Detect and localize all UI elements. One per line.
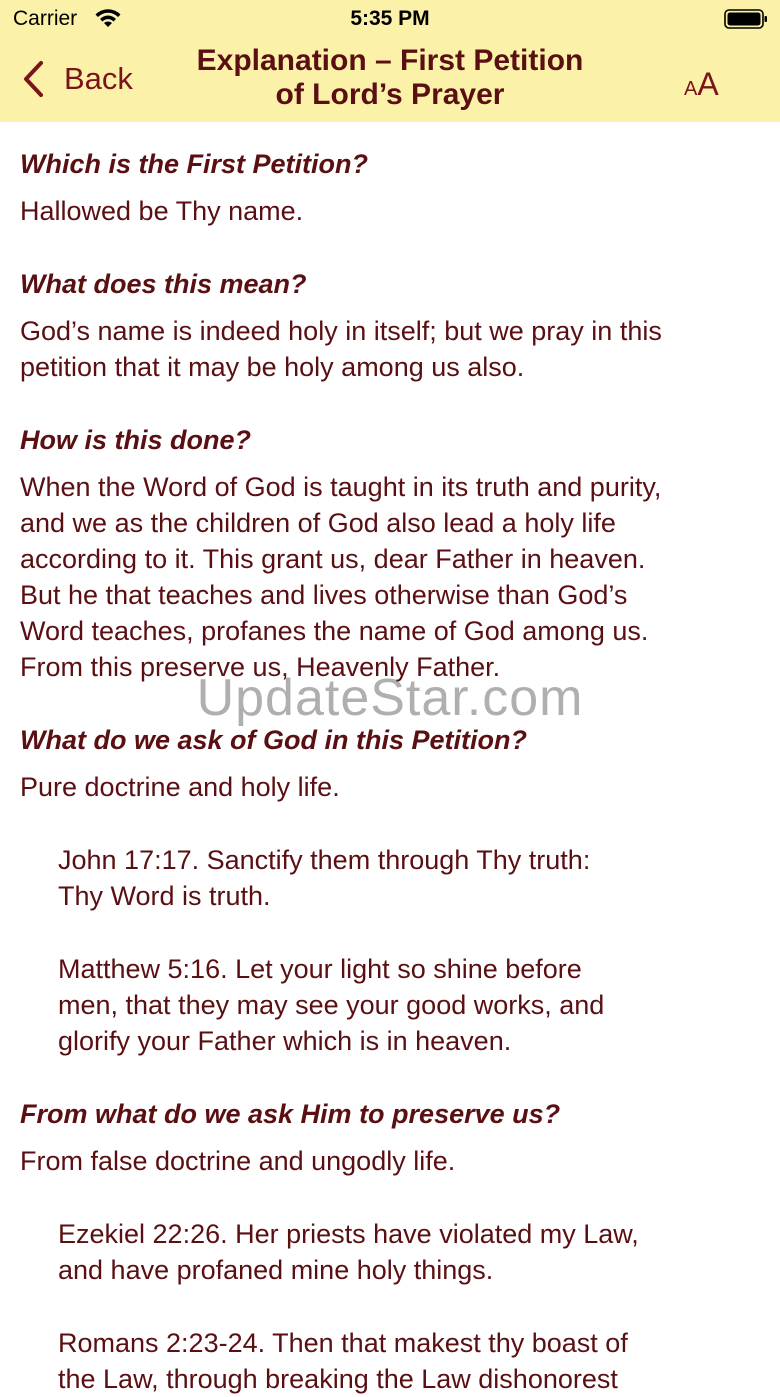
- question-1: Which is the First Petition?: [20, 149, 369, 179]
- page-title-line-1: Explanation – First Petition: [196, 44, 584, 77]
- battery-icon: [724, 9, 768, 29]
- answer-3-line-6: From this preserve us, Heavenly Father.: [20, 652, 501, 682]
- status-time: 5:35 PM: [350, 7, 430, 30]
- verse-matthew-line-1: Matthew 5:16. Let your light so shine before: [58, 954, 582, 984]
- navigation-bar: [0, 0, 780, 122]
- back-button[interactable]: [22, 57, 133, 101]
- answer-5: From false doctrine and ungodly life.: [20, 1146, 456, 1176]
- verse-ezekiel-line-2: and have profaned mine holy things.: [58, 1255, 494, 1285]
- verse-romans: [58, 1325, 760, 1397]
- verse-john-line-1: John 17:17. Sanctify them through Thy truth:: [58, 845, 591, 875]
- page-title: [160, 44, 620, 112]
- font-size-large-glyph: A: [697, 66, 719, 102]
- answer-3-line-4: But he that teaches and lives otherwise than God’s: [20, 580, 628, 610]
- verse-john-line-2: Thy Word is truth.: [58, 881, 271, 911]
- font-size-small-glyph: A: [684, 78, 698, 100]
- answer-3-line-1: When the Word of God is taught in its truth and purity,: [20, 472, 662, 502]
- answer-3-line-3: according to it. This grant us, dear Father in heaven.: [20, 544, 646, 574]
- verse-matthew-line-3: glorify your Father which is in heaven.: [58, 1026, 512, 1056]
- answer-3-line-5: Word teaches, profanes the name of God among us.: [20, 616, 649, 646]
- nav-header: [0, 40, 780, 122]
- question-2: What does this mean?: [20, 269, 307, 299]
- question-3: How is this done?: [20, 425, 252, 455]
- back-label: Back: [64, 61, 133, 96]
- carrier-label: Carrier: [13, 7, 78, 30]
- verse-romans-line-1: Romans 2:23-24. Then that makest thy boast of: [58, 1328, 628, 1358]
- question-5: From what do we ask Him to preserve us?: [20, 1099, 561, 1129]
- answer-4: Pure doctrine and holy life.: [20, 772, 340, 802]
- answer-3-line-2: and we as the children of God also lead a holy life: [20, 508, 616, 538]
- verse-ezekiel-line-1: Ezekiel 22:26. Her priests have violated my Law,: [58, 1219, 639, 1249]
- verse-ezekiel: [58, 1216, 760, 1288]
- chevron-left-icon: [22, 60, 44, 98]
- answer-2-line-1: God’s name is indeed holy in itself; but we pray in this: [20, 316, 662, 346]
- watermark: UpdateStar.com: [196, 669, 584, 727]
- verse-matthew: [58, 951, 760, 1059]
- catechism-content: [20, 146, 760, 1397]
- question-4: What do we ask of God in this Petition?: [20, 725, 528, 755]
- font-size-button[interactable]: [684, 66, 719, 103]
- verse-john: [58, 842, 760, 914]
- page-title-line-2: of Lord’s Prayer: [275, 78, 505, 111]
- verse-romans-line-2: the Law, through breaking the Law dishonorest: [58, 1364, 618, 1394]
- status-bar: [0, 0, 780, 40]
- answer-1: Hallowed be Thy name.: [20, 196, 304, 226]
- verse-matthew-line-2: men, that they may see your good works, and: [58, 990, 605, 1020]
- answer-2-line-2: petition that it may be holy among us also.: [20, 352, 525, 382]
